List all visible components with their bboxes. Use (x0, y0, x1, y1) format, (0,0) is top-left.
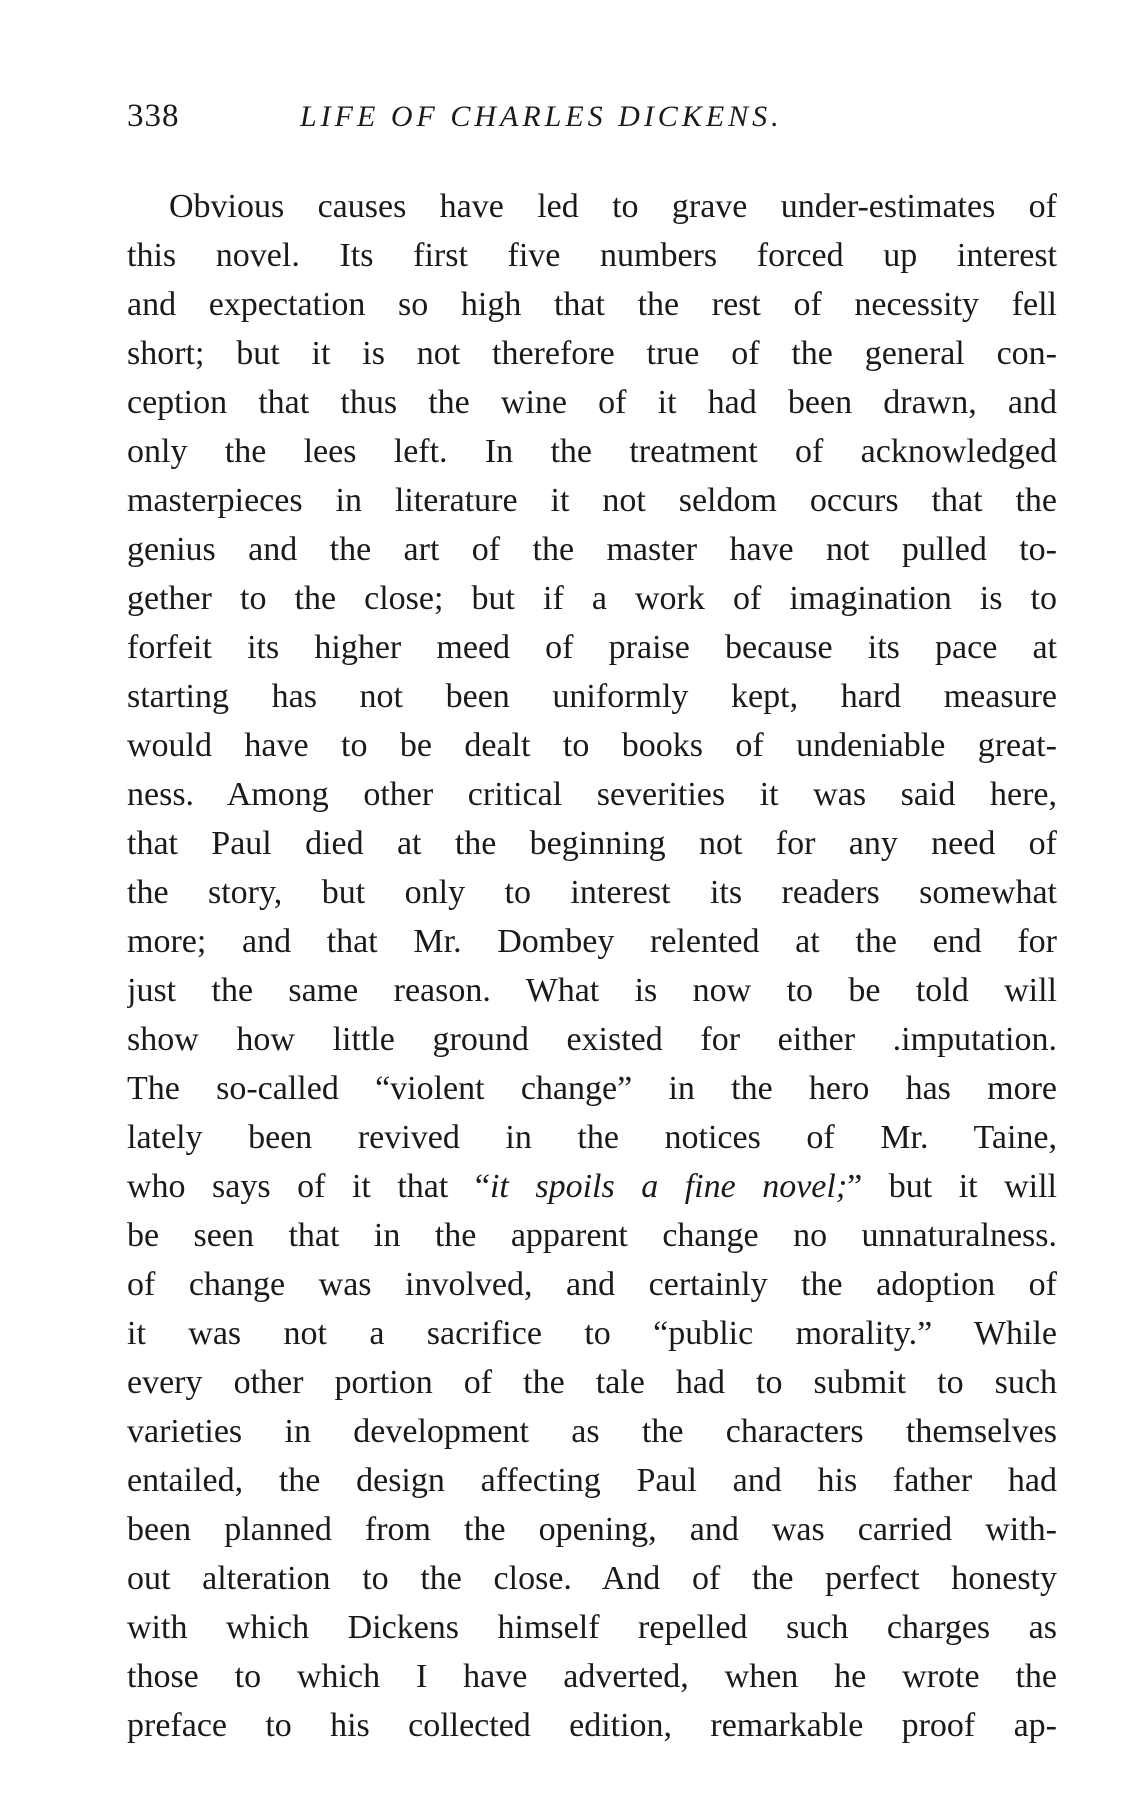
text-line: gether to the close; but if a work of imagination is to (127, 580, 1057, 617)
text-line: been planned from the opening, and was carried with- (127, 1511, 1057, 1548)
text-line: that Paul died at the beginning not for any need of (127, 825, 1057, 862)
text-line: preface to his collected edition, remarkable proof ap- (127, 1707, 1057, 1744)
text-line: The so-called “violent change” in the hero has more (127, 1070, 1057, 1107)
page-number: 338 (127, 98, 180, 134)
text-line: short; but it is not therefore true of the general con- (127, 335, 1057, 372)
text-line: just the same reason. What is now to be told will (127, 972, 1057, 1009)
line-segment: who says of it that “ (127, 1168, 490, 1205)
body-text (127, 182, 1057, 1750)
text-line-with-quote (127, 1162, 1057, 1211)
text-line: and expectation so high that the rest of necessity fell (127, 286, 1057, 323)
line-segment: ” but it will (847, 1168, 1057, 1205)
text-line: ness. Among other critical severities it was said here, (127, 776, 1057, 813)
text-line: it was not a sacrifice to “public morality.” While (127, 1315, 1057, 1352)
text-line: more; and that Mr. Dombey relented at the end for (127, 923, 1057, 960)
text-line: be seen that in the apparent change no unnaturalness. (127, 1217, 1057, 1254)
text-line: those to which I have adverted, when he wrote the (127, 1658, 1057, 1695)
text-line: starting has not been uniformly kept, hard measure (127, 678, 1057, 715)
text-line: of change was involved, and certainly the adoption of (127, 1266, 1057, 1303)
text-line: every other portion of the tale had to submit to such (127, 1364, 1057, 1401)
text-line: Obvious causes have led to grave under-estimates of (169, 188, 1057, 225)
running-title: LIFE OF CHARLES DICKENS. (300, 100, 783, 133)
text-line: only the lees left. In the treatment of acknowledged (127, 433, 1057, 470)
text-line: out alteration to the close. And of the perfect honesty (127, 1560, 1057, 1597)
italic-quote: it spoils a fine novel; (489, 1168, 848, 1205)
text-line: masterpieces in literature it not seldom occurs that the (127, 482, 1057, 519)
text-line: entailed, the design affecting Paul and his father had (127, 1462, 1057, 1499)
text-line: with which Dickens himself repelled such charges as (127, 1609, 1057, 1646)
page-header (127, 98, 1027, 146)
text-line: would have to be dealt to books of undeniable great- (127, 727, 1057, 764)
text-line: the story, but only to interest its readers somewhat (127, 874, 1057, 911)
text-line: genius and the art of the master have not pulled to- (127, 531, 1057, 568)
text-line: forfeit its higher meed of praise because its pace at (127, 629, 1057, 666)
text-line: lately been revived in the notices of Mr. Taine, (127, 1119, 1057, 1156)
text-line: this novel. Its first five numbers forced up interest (127, 237, 1057, 274)
text-line: ception that thus the wine of it had been drawn, and (127, 384, 1057, 421)
text-line: varieties in development as the characters themselves (127, 1413, 1057, 1450)
text-line: show how little ground existed for either .imputation. (127, 1021, 1057, 1058)
